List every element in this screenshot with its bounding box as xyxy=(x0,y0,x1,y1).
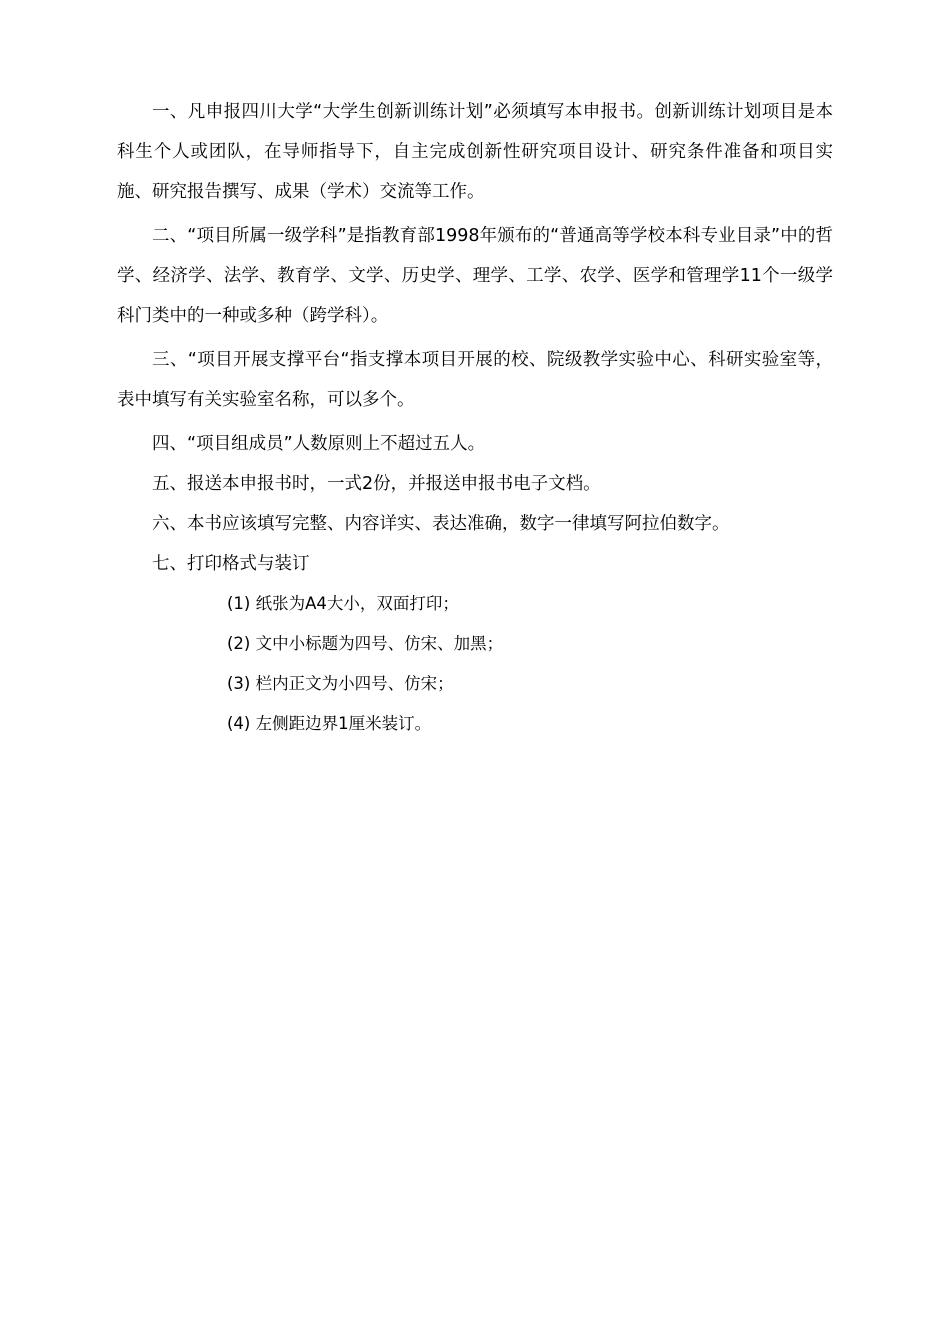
instruction-7: 七、打印格式与装订 xyxy=(152,554,310,574)
print-format-list xyxy=(117,584,833,744)
instructions-body xyxy=(117,92,833,744)
instruction-5: 五、报送本申报书时，一式2份，并报送申报书电子文档。 xyxy=(152,474,601,494)
instruction-3: 三、“项目开展支撑平台“指支撑本项目开展的校、院级教学实验中心、科研实验室等，表中填写有关实验室名称，可以多个。 xyxy=(117,350,833,410)
print-format-item-2: (2) 文中小标题为四号、仿宋、加黑； xyxy=(227,634,504,653)
instruction-1: 一、凡申报四川大学“大学生创新训练计划”必须填写本申报书。创新训练计划项目是本科生个人或团队，在导师指导下，自主完成创新性研究项目设计、研究条件准备和项目实施、研究报告撰写、成果（学术）交流等工作。 xyxy=(117,102,833,202)
instruction-4: 四、“项目组成员”人数原则上不超过五人。 xyxy=(152,434,486,454)
print-format-item-1: (1) 纸张为A4大小，双面打印； xyxy=(227,594,459,613)
print-format-item-4: (4) 左侧距边界1厘米装订。 xyxy=(227,714,432,733)
print-format-item-3: (3) 栏内正文为小四号、仿宋； xyxy=(227,674,454,693)
instruction-6: 六、本书应该填写完整、内容详实、表达准确，数字一律填写阿拉伯数字。 xyxy=(152,514,730,534)
instruction-2: 二、“项目所属一级学科”是指教育部1998年颁布的“普通高等学校本科专业目录”中的哲学、经济学、法学、教育学、文学、历史学、理学、工学、农学、医学和管理学11个一级学科门类中的一种或多种（跨学科）。 xyxy=(117,226,833,326)
